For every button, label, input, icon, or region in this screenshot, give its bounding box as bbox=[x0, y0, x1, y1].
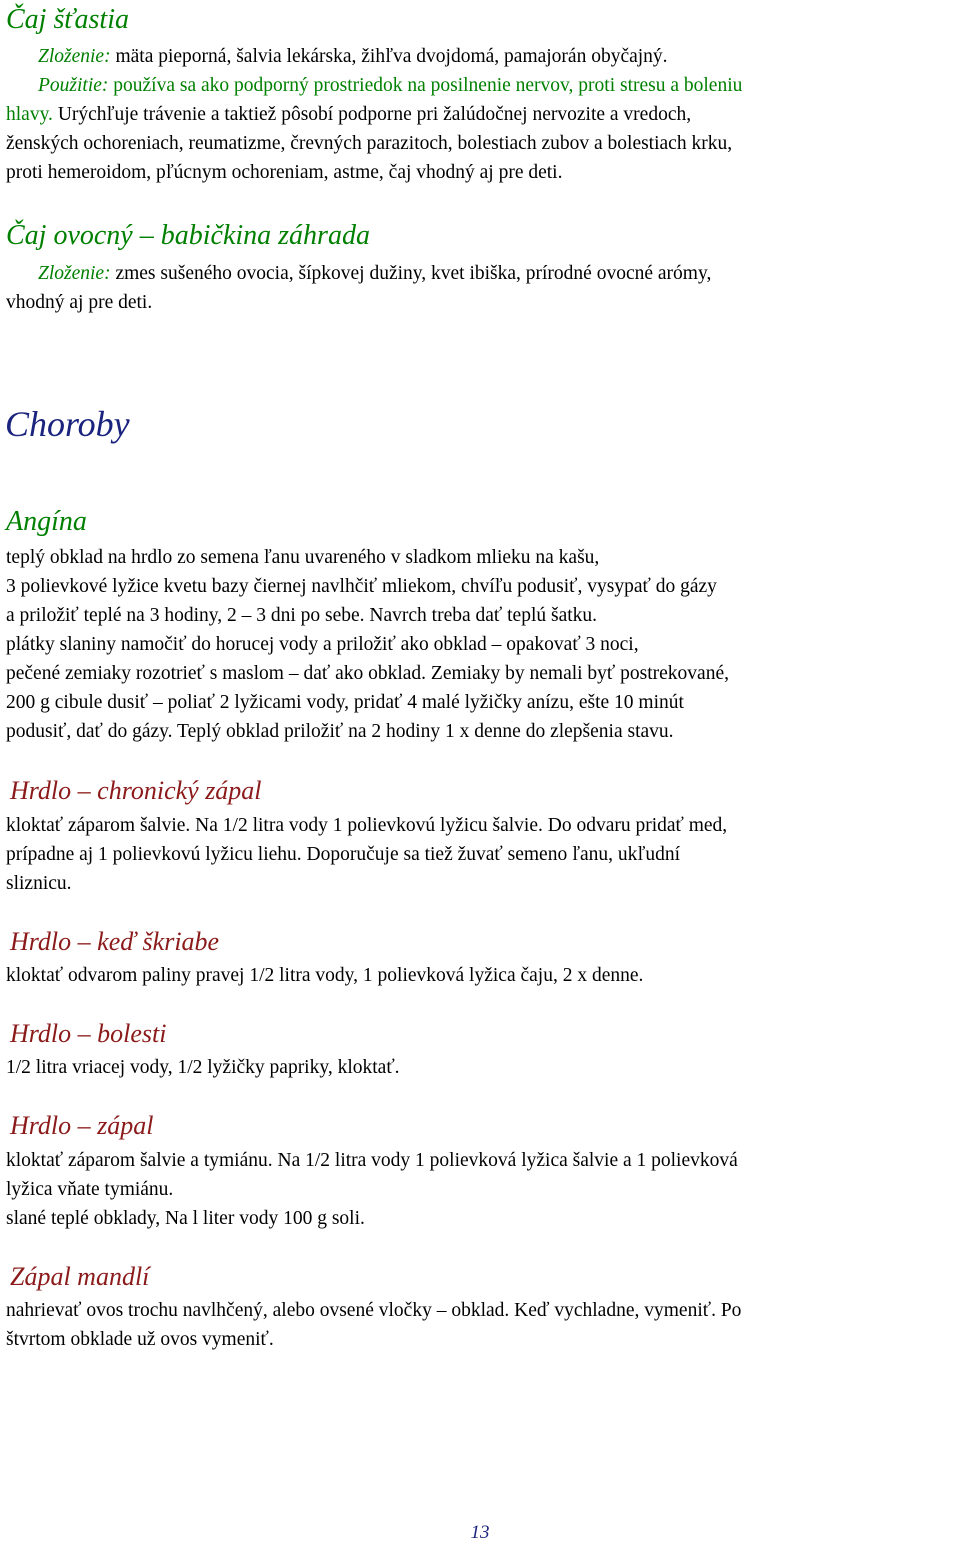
label-zlozenie: Zloženie: bbox=[38, 46, 111, 67]
paragraph-caj-ovocny: Zloženie: zmes sušeného ovocia, šípkovej dužiny, kvet ibiška, prírodné ovocné arómy, vhodný aj pre deti. bbox=[6, 263, 712, 313]
paragraph-zapal-mandli: nahrievať ovos trochu navlhčený, alebo ovsené vločky – obklad. Keď vychladne, vymeniť. Po štvrtom obklade už ovos vymeniť. bbox=[6, 1300, 742, 1350]
paragraph-caj-stastia: Zloženie: mäta pieporná, šalvia lekárska, žihľva dvojdomá, pamajorán obyčajný. Použitie: používa sa ako podporný prostriedok na posilnenie nervov, proti stresu a boleniu hlavy. Urýchľuje trávenie a taktiež pôsobí podporne pri žalúdočnej nervozite a vredoch, ženských ochoreniach, reumatizme, črevných parazitoch, bolestiach zubov a bolestiach krku, proti hemeroidom, pľúcnym ochoreniam, astme, čaj vhodný aj pre deti. bbox=[6, 46, 743, 183]
label-pouzitie: Použitie: bbox=[38, 75, 109, 96]
heading-hrdlo-bolesti: Hrdlo – bolesti bbox=[10, 1019, 167, 1048]
page-number: 13 bbox=[470, 1522, 490, 1543]
heading-zapal-mandli: Zápal mandlí bbox=[10, 1262, 150, 1291]
paragraph-hrdlo-chronicky-zapal: kloktať záparom šalvie. Na 1/2 litra vody 1 polievkovú lyžicu šalvie. Do odvaru pridať med, prípadne aj 1 polievkovú lyžicu liehu. Doporučuje sa tiež žuvať semeno ľanu, ukľudní sliznicu. bbox=[6, 815, 728, 894]
paragraph-hrdlo-ked-skriabe: kloktať odvarom paliny pravej 1/2 litra vody, 1 polievková lyžica čaju, 2 x denne. bbox=[6, 965, 644, 986]
paragraph-hrdlo-zapal: kloktať záparom šalvie a tymiánu. Na 1/2 litra vody 1 polievková lyžica šalvie a 1 polievková lyžica vňate tymiánu. slané teplé obklady, Na l liter vody 100 g soli. bbox=[6, 1150, 738, 1229]
paragraph-angina: teplý obklad na hrdlo zo semena ľanu uvareného v sladkom mlieku na kašu, 3 polievkové lyžice kvetu bazy čiernej navlhčiť mliekom, chvíľu podusiť, vysypať do gázy a priložiť teplé na 3 hodiny, 2 – 3 dni po sebe. Navrch treba dať teplú šatku. plátky slaniny namočiť do horucej vody a priložiť ako obklad – opakovať 3 noci, pečené zemiaky rozotrieť s maslom – dať ako obklad. Zemiaky by nemali byť postrekované, 200 g cibule dusiť – poliať 2 lyžicami vody, pridať 4 malé lyžičky anízu, ešte 10 minút podusiť, dať do gázy. Teplý obklad priložiť na 2 hodiny 1 x denne do zlepšenia stavu. bbox=[6, 547, 729, 742]
heading-hrdlo-chronicky-zapal: Hrdlo – chronický zápal bbox=[10, 776, 262, 805]
heading-hrdlo-zapal: Hrdlo – zápal bbox=[10, 1111, 154, 1140]
heading-choroby: Choroby bbox=[5, 404, 130, 444]
heading-caj-stastia: Čaj šťastia bbox=[6, 4, 129, 35]
heading-caj-ovocny: Čaj ovocný – babičkina záhrada bbox=[6, 220, 370, 251]
paragraph-hrdlo-bolesti: 1/2 litra vriacej vody, 1/2 lyžičky papriky, kloktať. bbox=[6, 1057, 400, 1078]
heading-angina: Angína bbox=[6, 506, 87, 537]
label-zlozenie-ovocny: Zloženie: bbox=[38, 263, 111, 284]
heading-hrdlo-ked-skriabe: Hrdlo – keď škriabe bbox=[10, 927, 220, 956]
